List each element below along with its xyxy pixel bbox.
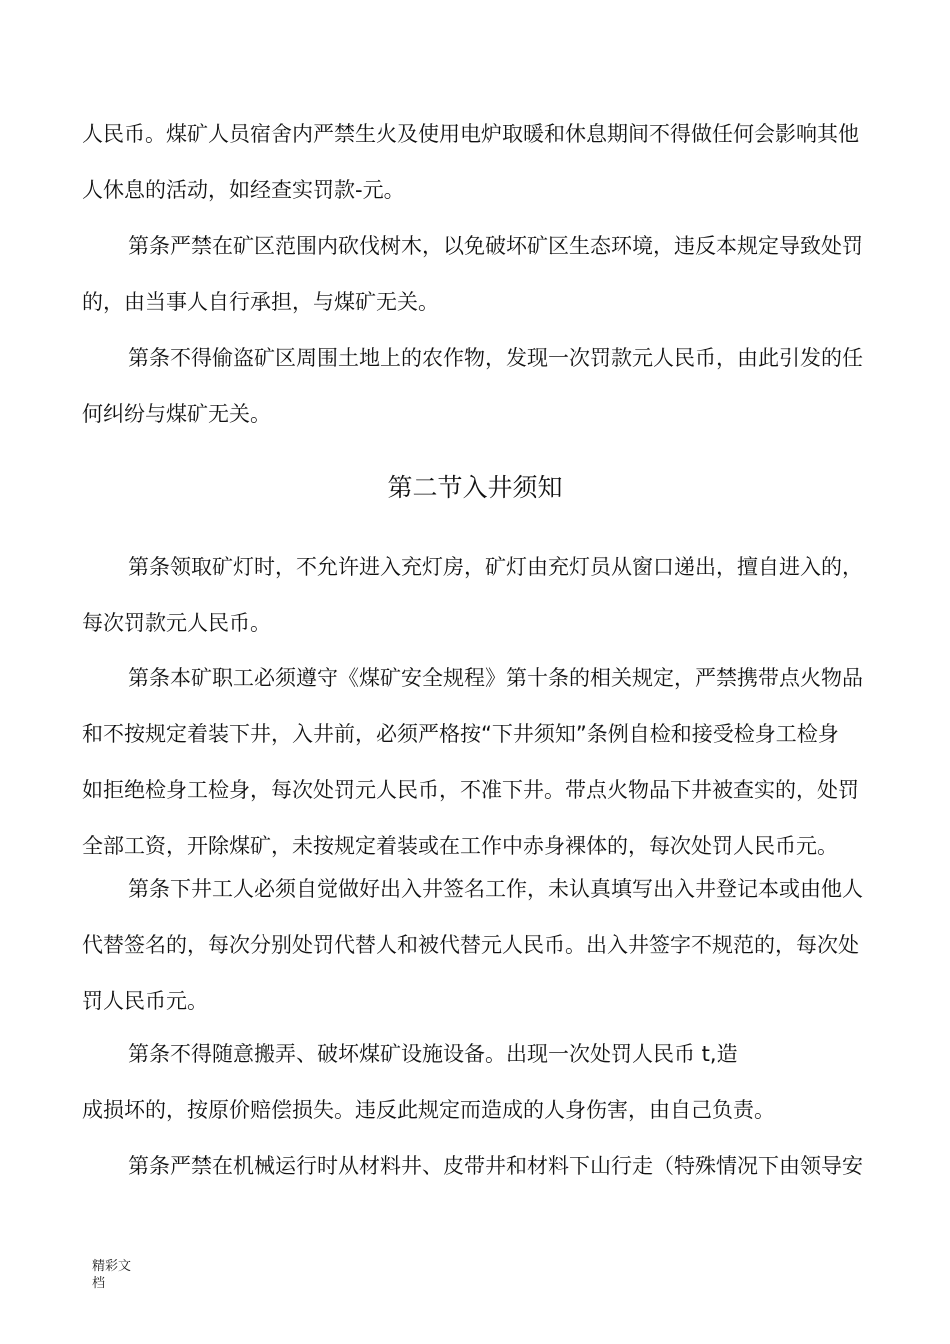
paragraph-continuation <box>82 106 948 218</box>
section-title: 第二节入井须知 <box>387 473 563 502</box>
text-line: 全部工资，开除煤矿，未按规定着装或在工作中赤身裸体的，每次处罚人民币元。 <box>82 834 838 858</box>
text-line: 人休息的活动，如经查实罚款-元。 <box>82 178 405 202</box>
text-line: 人民币。煤矿人员宿舍内严禁生火及使用电炉取暖和休息期间不得做任何会影响其他 <box>82 122 859 146</box>
paragraph-article <box>82 650 948 874</box>
text-line: 代替签名的，每次分别处罚代替人和被代替元人民币。出入井签字不规范的，每次处 <box>82 933 859 957</box>
text-line: 的，由当事人自行承担，与煤矿无关。 <box>82 290 439 314</box>
page-footer <box>92 1258 152 1292</box>
text-line: 第条下井工人必须自觉做好出入井签名工作，未认真填写出入井登记本或由他人 <box>128 877 863 901</box>
text-line: 第条严禁在机械运行时从材料井、皮带井和材料下山行走（特殊情况下由领导安 <box>128 1154 863 1178</box>
paragraph-article <box>82 1138 948 1194</box>
text-line: 第条领取矿灯时，不允许进入充灯房，矿灯由充灯员从窗口递出，擅自进入的， <box>128 555 863 579</box>
paragraph-article <box>82 861 948 1029</box>
text-line: 成损坏的，按原价赔偿损失。违反此规定而造成的人身伤害，由自己负责。 <box>82 1098 775 1122</box>
footer-line: 精彩文 <box>92 1259 132 1274</box>
text-line: 罚人民币元。 <box>82 989 208 1013</box>
text-line: 如拒绝检身工检身，每次处罚元人民币，不准下井。带点火物品下井被查实的，处罚 <box>82 778 859 802</box>
text-line: 和不按规定着装下井，入井前，必须严格按“下井须知”条例自检和接受检身工检身 <box>82 722 839 746</box>
text-line: 第条本矿职工必须遵守《煤矿安全规程》第十条的相关规定，严禁携带点火物品 <box>128 666 863 690</box>
footer-line: 档 <box>92 1276 106 1291</box>
paragraph-article <box>82 218 948 330</box>
text-line: 何纠纷与煤矿无关。 <box>82 402 271 426</box>
text-line: 第条严禁在矿区范围内砍伐树木，以免破坏矿区生态环境，违反本规定导致处罚 <box>128 234 863 258</box>
paragraph-article <box>82 330 948 442</box>
paragraph-article <box>82 1026 948 1138</box>
paragraph-article <box>82 539 948 651</box>
text-line: 第条不得随意搬弄、破坏煤矿设施设备。出现一次处罚人民币 t,造 <box>128 1042 738 1066</box>
text-line: 第条不得偷盗矿区周围土地上的农作物，发现一次罚款元人民币，由此引发的任 <box>128 346 863 370</box>
text-line: 每次罚款元人民币。 <box>82 611 271 635</box>
